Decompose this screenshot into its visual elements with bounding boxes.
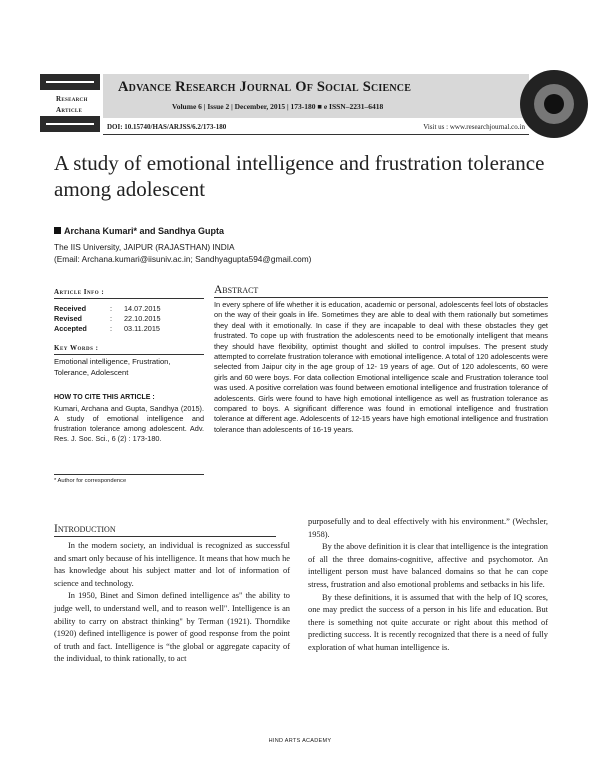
date-value: 22.10.2015: [124, 314, 161, 323]
journal-meta: Volume 6 | Issue 2 | December, 2015 | 173-180 ■ e ISSN–2231–6418: [172, 102, 384, 111]
article-title: A study of emotional intelligence and frustration tolerance among adolescent: [54, 151, 545, 201]
affiliation-email[interactable]: (Email: Archana.kumari@iisuniv.ac.in; Sandhyagupta594@gmail.com): [54, 254, 312, 264]
article-type-line1: Research: [56, 95, 88, 103]
table-row: Accepted : 03.11.2015: [54, 324, 160, 333]
square-bullet-icon: [54, 227, 61, 234]
paragraph: purposefully and to deal effectively with his environment.” (Wechsler, 1958).: [308, 517, 548, 539]
date-label: Accepted: [54, 324, 87, 333]
abstract-text: In every sphere of life whether it is education, academic or personal, adolescents feel lots of obstacles on the way of their goals in life. Sometimes they are able to deal with them rationally but sometimes they deal with it emotionally. In case if they are incapable to deal with these obstacles they get frustrated. To cope up with frustration the adolescents need to be emotionally intelligent that means they should have flexibility, optimist thought and skilled to control impulses. The present study attempted to correlate frustration tolerance with emotional intelligence. A total of 120 adolescents were selected from Jaipur city in the age group of 12- 19 years of age. Out of 120 adolescents, 60 were girls and 60 were boys. For data collection Emotional intelligence scale and Frustration tolerance tool was used. A positive correlation was found between emotional intelligence and frustration tolerance of adolescents. Girls were found to have high emotional intelligence as well as frustration tolerance as compared to boys. A significant difference was found in emotional intelligence and frustration tolerance at different age. Adolescents of 12-15 years have high emotional intelligence and frustration tolerance than adolescents of 16-19 years.: [214, 300, 549, 434]
citation-heading: HOW TO CITE THIS ARTICLE :: [54, 394, 155, 401]
body-column-left: [54, 540, 290, 666]
abstract-heading: Abstract: [214, 284, 548, 298]
authors: Archana Kumari* and Sandhya Gupta: [64, 226, 225, 236]
keywords-heading: Key Words :: [54, 344, 204, 355]
citation-text: Kumari, Archana and Gupta, Sandhya (2015). A study of emotional intelligence and frustration tolerance among adolescent. Adv. Res. J. Soc. Sci., 6 (2) : 173-180.: [54, 404, 204, 443]
affiliation: [54, 241, 311, 265]
keywords: Emotional intelligence, Frustration, Tolerance, Adolescent: [54, 357, 171, 377]
body-column-right: [308, 516, 548, 655]
corresponding-author-note: * Author for correspondence: [54, 474, 204, 484]
date-label: Revised: [54, 314, 82, 323]
author-line: [54, 226, 224, 236]
page-footer: HIND ARTS ACADEMY: [268, 738, 332, 744]
header-decoration-top: [40, 74, 100, 90]
doi-text[interactable]: DOI: 10.15740/HAS/ARJSS/6.2/173-180: [107, 123, 227, 131]
affiliation-institution: The IIS University, JAIPUR (RAJASTHAN) INDIA: [54, 242, 235, 252]
paragraph: In 1950, Binet and Simon defined intelligence as" the ability to judge well, to understand well, and to reason well". Intelligence is an ability to carry on abstract thinking" by Terman (1921). Thorndike (1920) defined intelligence is power of good response from the point of truth and fact. Intelligence is “the global or aggregate capacity of the individual, to think rationally, to act: [54, 591, 290, 664]
introduction-heading: Introduction: [54, 523, 276, 537]
article-type-label: [56, 94, 88, 116]
website-link[interactable]: Visit us : www.researchjournal.co.in: [423, 123, 525, 131]
article-dates-table: [54, 304, 161, 334]
publisher-logo: [520, 70, 588, 138]
table-row: Revised : 22.10.2015: [54, 314, 161, 323]
article-info-heading: Article Info :: [54, 288, 204, 299]
doi-bar: [103, 121, 529, 135]
journal-title: Advance Research Journal Of Social Science: [118, 79, 412, 95]
date-value: 03.11.2015: [124, 324, 160, 333]
paragraph: By these definitions, it is assumed that with the help of IQ scores, one may predict the success of a person in his life and education. But there is something not quite accurate or right about this method of predicting success. It is recently recognized that there is a need of fully exploration of what human intelligence is.: [308, 592, 548, 652]
header-decoration-bottom: [40, 116, 100, 132]
date-label: Received: [54, 304, 87, 313]
paragraph: By the above definition it is clear that intelligence is the integration of all the three domains-cognitive, affective and psychomotor. An intelligent person must have balanced domains so that he can cope stress, frustration and also emotional problems and setbacks in his life.: [308, 542, 548, 589]
table-row: Received : 14.07.2015: [54, 304, 161, 313]
date-value: 14.07.2015: [124, 304, 161, 313]
paragraph: In the modern society, an individual is recognized as successful and smart only because of his intelligence. It means that how much he has knowledge about his subject matter and lot of information of science and technology.: [54, 541, 290, 588]
article-type-line2: Article: [56, 106, 83, 114]
